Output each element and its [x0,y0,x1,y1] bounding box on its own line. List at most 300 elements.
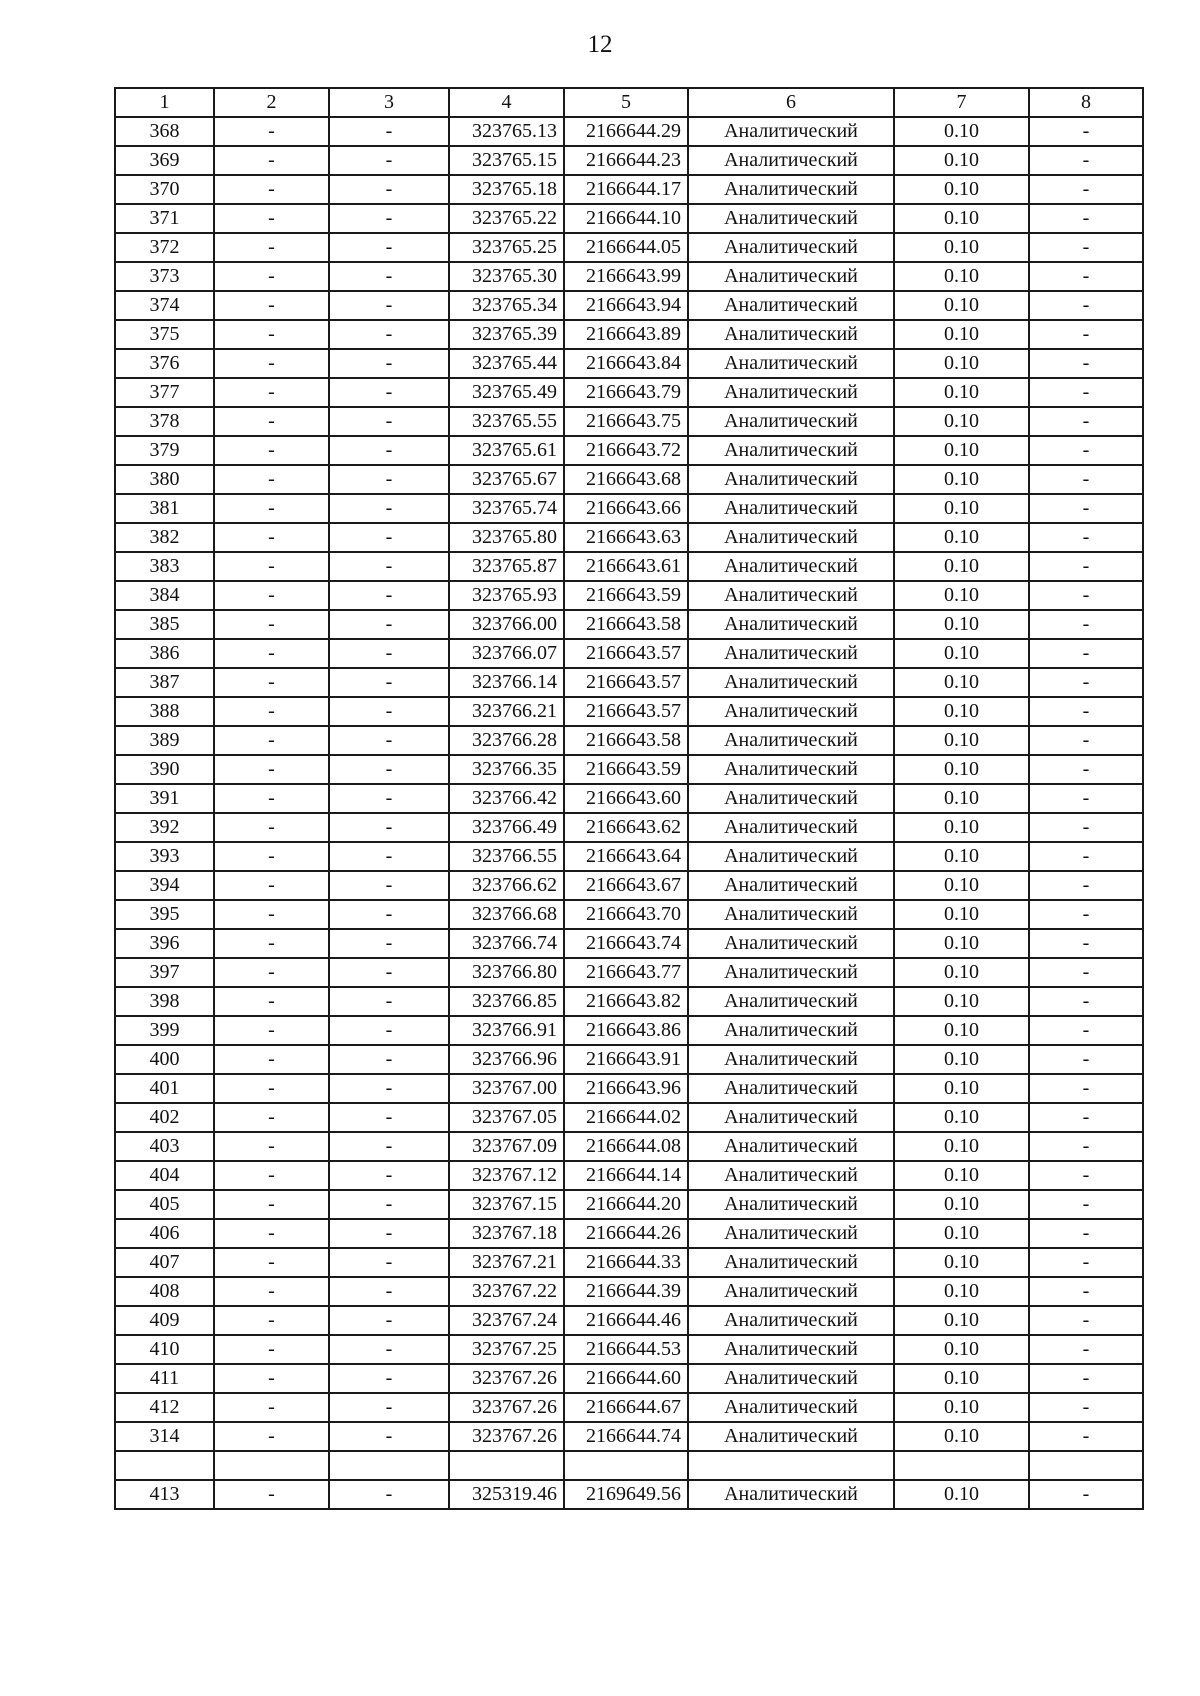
col3-cell: - [329,900,449,929]
table-row [115,1422,1143,1451]
method-cell: Аналитический [688,1074,894,1103]
col2-cell: - [214,1074,329,1103]
table-row [115,871,1143,900]
column-header: 2 [214,88,329,117]
point-number-cell: 391 [115,784,214,813]
accuracy-cell: 0.10 [894,204,1029,233]
coord-x-cell: 323767.15 [449,1190,564,1219]
col3-cell: - [329,117,449,146]
col3-cell: - [329,146,449,175]
accuracy-cell: 0.10 [894,697,1029,726]
point-number-cell [115,1451,214,1480]
col8-cell: - [1029,958,1143,987]
method-cell: Аналитический [688,639,894,668]
coord-x-cell: 323765.34 [449,291,564,320]
method-cell: Аналитический [688,581,894,610]
table-row [115,987,1143,1016]
table-row [115,1045,1143,1074]
col2-cell: - [214,900,329,929]
point-number-cell: 376 [115,349,214,378]
accuracy-cell: 0.10 [894,407,1029,436]
method-cell: Аналитический [688,552,894,581]
column-header: 6 [688,88,894,117]
point-number-cell: 407 [115,1248,214,1277]
accuracy-cell: 0.10 [894,581,1029,610]
point-number-cell: 406 [115,1219,214,1248]
coord-y-cell: 2166643.58 [564,610,688,639]
coord-y-cell: 2166643.82 [564,987,688,1016]
accuracy-cell: 0.10 [894,117,1029,146]
accuracy-cell: 0.10 [894,958,1029,987]
method-cell: Аналитический [688,1335,894,1364]
table-row [115,262,1143,291]
col2-cell: - [214,204,329,233]
coord-x-cell: 323765.30 [449,262,564,291]
coord-x-cell: 323767.00 [449,1074,564,1103]
coord-x-cell: 323766.68 [449,900,564,929]
table-row [115,1219,1143,1248]
coord-y-cell: 2169649.56 [564,1480,688,1509]
col8-cell: - [1029,175,1143,204]
point-number-cell: 382 [115,523,214,552]
col2-cell: - [214,1103,329,1132]
col8-cell: - [1029,900,1143,929]
col2-cell: - [214,523,329,552]
col2-cell: - [214,1277,329,1306]
point-number-cell: 386 [115,639,214,668]
table-row [115,1480,1143,1509]
coord-x-cell: 323767.26 [449,1364,564,1393]
col8-cell [1029,1451,1143,1480]
col3-cell [329,1451,449,1480]
coord-y-cell: 2166644.39 [564,1277,688,1306]
coord-x-cell: 323767.24 [449,1306,564,1335]
coord-y-cell: 2166643.67 [564,871,688,900]
table-row [115,291,1143,320]
col3-cell: - [329,233,449,262]
col2-cell: - [214,146,329,175]
col3-cell: - [329,204,449,233]
col8-cell: - [1029,117,1143,146]
method-cell: Аналитический [688,697,894,726]
col8-cell: - [1029,871,1143,900]
method-cell [688,1451,894,1480]
point-number-cell: 384 [115,581,214,610]
coord-x-cell: 323765.15 [449,146,564,175]
coord-x-cell: 323765.39 [449,320,564,349]
col8-cell: - [1029,1132,1143,1161]
col8-cell: - [1029,1364,1143,1393]
accuracy-cell: 0.10 [894,1219,1029,1248]
coord-x-cell: 323767.12 [449,1161,564,1190]
table-row [115,117,1143,146]
col3-cell: - [329,1045,449,1074]
accuracy-cell: 0.10 [894,1074,1029,1103]
col2-cell: - [214,1132,329,1161]
table-row [115,1132,1143,1161]
coord-y-cell: 2166643.61 [564,552,688,581]
coord-x-cell: 323765.49 [449,378,564,407]
col2-cell: - [214,958,329,987]
method-cell: Аналитический [688,1132,894,1161]
coord-y-cell: 2166644.05 [564,233,688,262]
col8-cell: - [1029,262,1143,291]
col2-cell: - [214,552,329,581]
method-cell: Аналитический [688,1103,894,1132]
method-cell: Аналитический [688,726,894,755]
col2-cell: - [214,291,329,320]
table-row [115,523,1143,552]
point-number-cell: 399 [115,1016,214,1045]
col2-cell: - [214,378,329,407]
accuracy-cell: 0.10 [894,552,1029,581]
col2-cell [214,1451,329,1480]
coord-y-cell: 2166643.77 [564,958,688,987]
coord-y-cell: 2166644.46 [564,1306,688,1335]
col3-cell: - [329,320,449,349]
coord-y-cell: 2166644.20 [564,1190,688,1219]
coord-x-cell: 323765.13 [449,117,564,146]
point-number-cell: 389 [115,726,214,755]
coord-x-cell: 323766.14 [449,668,564,697]
col2-cell: - [214,1016,329,1045]
point-number-cell: 372 [115,233,214,262]
coord-y-cell: 2166643.66 [564,494,688,523]
method-cell: Аналитический [688,1306,894,1335]
col8-cell: - [1029,1335,1143,1364]
coord-y-cell: 2166644.60 [564,1364,688,1393]
col8-cell: - [1029,1248,1143,1277]
table-row [115,958,1143,987]
accuracy-cell: 0.10 [894,871,1029,900]
accuracy-cell: 0.10 [894,784,1029,813]
col8-cell: - [1029,436,1143,465]
col3-cell: - [329,610,449,639]
coord-y-cell: 2166644.02 [564,1103,688,1132]
table-row [115,465,1143,494]
method-cell: Аналитический [688,1248,894,1277]
table-row [115,1451,1143,1480]
point-number-cell: 374 [115,291,214,320]
col3-cell: - [329,1277,449,1306]
coord-x-cell: 323767.26 [449,1422,564,1451]
coord-y-cell: 2166643.64 [564,842,688,871]
col3-cell: - [329,784,449,813]
coord-y-cell: 2166643.57 [564,639,688,668]
col8-cell: - [1029,987,1143,1016]
col8-cell: - [1029,320,1143,349]
coord-x-cell: 323765.80 [449,523,564,552]
coord-x-cell: 323767.18 [449,1219,564,1248]
coord-y-cell: 2166644.53 [564,1335,688,1364]
accuracy-cell: 0.10 [894,1335,1029,1364]
col8-cell: - [1029,784,1143,813]
col8-cell: - [1029,204,1143,233]
accuracy-cell: 0.10 [894,465,1029,494]
coord-x-cell: 323767.26 [449,1393,564,1422]
accuracy-cell: 0.10 [894,987,1029,1016]
col2-cell: - [214,668,329,697]
col3-cell: - [329,407,449,436]
col2-cell: - [214,1045,329,1074]
point-number-cell: 409 [115,1306,214,1335]
col8-cell: - [1029,407,1143,436]
method-cell: Аналитический [688,929,894,958]
accuracy-cell [894,1451,1029,1480]
point-number-cell: 375 [115,320,214,349]
col2-cell: - [214,1335,329,1364]
accuracy-cell: 0.10 [894,842,1029,871]
col3-cell: - [329,1190,449,1219]
col8-cell: - [1029,581,1143,610]
coord-y-cell: 2166644.33 [564,1248,688,1277]
accuracy-cell: 0.10 [894,610,1029,639]
table-row [115,1364,1143,1393]
coord-x-cell: 323767.21 [449,1248,564,1277]
table-row [115,233,1143,262]
coord-y-cell: 2166644.29 [564,117,688,146]
col2-cell: - [214,1364,329,1393]
page-number: 12 [587,31,613,58]
table-row [115,813,1143,842]
column-header: 4 [449,88,564,117]
col8-cell: - [1029,378,1143,407]
col3-cell: - [329,262,449,291]
col8-cell: - [1029,929,1143,958]
coord-x-cell: 323766.85 [449,987,564,1016]
col8-cell: - [1029,813,1143,842]
coord-y-cell: 2166643.72 [564,436,688,465]
coord-x-cell: 323767.09 [449,1132,564,1161]
coord-x-cell: 323766.49 [449,813,564,842]
col3-cell: - [329,1422,449,1451]
col2-cell: - [214,755,329,784]
accuracy-cell: 0.10 [894,1132,1029,1161]
col3-cell: - [329,1103,449,1132]
table-row [115,378,1143,407]
coord-x-cell: 323765.44 [449,349,564,378]
point-number-cell: 413 [115,1480,214,1509]
method-cell: Аналитический [688,523,894,552]
table-row [115,1103,1143,1132]
accuracy-cell: 0.10 [894,813,1029,842]
coord-x-cell [449,1451,564,1480]
point-number-cell: 377 [115,378,214,407]
table-row [115,204,1143,233]
col8-cell: - [1029,552,1143,581]
method-cell: Аналитический [688,204,894,233]
coord-x-cell: 323767.05 [449,1103,564,1132]
coord-x-cell: 323766.62 [449,871,564,900]
col8-cell: - [1029,639,1143,668]
coord-x-cell: 323766.55 [449,842,564,871]
coord-x-cell: 323765.61 [449,436,564,465]
method-cell: Аналитический [688,262,894,291]
accuracy-cell: 0.10 [894,1422,1029,1451]
accuracy-cell: 0.10 [894,523,1029,552]
point-number-cell: 402 [115,1103,214,1132]
coord-x-cell: 323765.55 [449,407,564,436]
method-cell: Аналитический [688,436,894,465]
point-number-cell: 369 [115,146,214,175]
coord-x-cell: 323765.22 [449,204,564,233]
method-cell: Аналитический [688,117,894,146]
coord-y-cell: 2166643.70 [564,900,688,929]
coord-y-cell: 2166644.08 [564,1132,688,1161]
method-cell: Аналитический [688,842,894,871]
accuracy-cell: 0.10 [894,1393,1029,1422]
table-row [115,1306,1143,1335]
method-cell: Аналитический [688,349,894,378]
col2-cell: - [214,1480,329,1509]
coord-y-cell: 2166643.58 [564,726,688,755]
col8-cell: - [1029,697,1143,726]
point-number-cell: 411 [115,1364,214,1393]
col2-cell: - [214,987,329,1016]
accuracy-cell: 0.10 [894,1306,1029,1335]
accuracy-cell: 0.10 [894,1103,1029,1132]
accuracy-cell: 0.10 [894,262,1029,291]
col2-cell: - [214,726,329,755]
accuracy-cell: 0.10 [894,1277,1029,1306]
table-row [115,784,1143,813]
col3-cell: - [329,668,449,697]
method-cell: Аналитический [688,465,894,494]
table-body [115,117,1143,1509]
col3-cell: - [329,929,449,958]
accuracy-cell: 0.10 [894,1045,1029,1074]
table-row [115,1190,1143,1219]
point-number-cell: 412 [115,1393,214,1422]
coord-x-cell: 323766.80 [449,958,564,987]
method-cell: Аналитический [688,610,894,639]
col2-cell: - [214,813,329,842]
accuracy-cell: 0.10 [894,1480,1029,1509]
coord-y-cell: 2166644.14 [564,1161,688,1190]
coord-x-cell: 323766.00 [449,610,564,639]
col3-cell: - [329,1248,449,1277]
accuracy-cell: 0.10 [894,639,1029,668]
table-row [115,697,1143,726]
col3-cell: - [329,871,449,900]
point-number-cell: 408 [115,1277,214,1306]
accuracy-cell: 0.10 [894,1190,1029,1219]
col2-cell: - [214,581,329,610]
method-cell: Аналитический [688,1277,894,1306]
method-cell: Аналитический [688,378,894,407]
accuracy-cell: 0.10 [894,378,1029,407]
table-row [115,842,1143,871]
coord-y-cell: 2166643.68 [564,465,688,494]
col8-cell: - [1029,1219,1143,1248]
table-row [115,900,1143,929]
col2-cell: - [214,1161,329,1190]
coord-y-cell: 2166644.26 [564,1219,688,1248]
coord-y-cell: 2166643.59 [564,581,688,610]
col3-cell: - [329,523,449,552]
coord-x-cell: 323766.96 [449,1045,564,1074]
table-row [115,929,1143,958]
method-cell: Аналитический [688,871,894,900]
col3-cell: - [329,1132,449,1161]
col3-cell: - [329,697,449,726]
col3-cell: - [329,958,449,987]
table-row [115,1248,1143,1277]
col3-cell: - [329,552,449,581]
coord-y-cell: 2166643.86 [564,1016,688,1045]
coord-x-cell: 323765.67 [449,465,564,494]
point-number-cell: 404 [115,1161,214,1190]
coord-x-cell: 323767.25 [449,1335,564,1364]
coord-y-cell [564,1451,688,1480]
col8-cell: - [1029,726,1143,755]
accuracy-cell: 0.10 [894,146,1029,175]
coord-x-cell: 323765.18 [449,175,564,204]
table-row [115,146,1143,175]
col3-cell: - [329,813,449,842]
col2-cell: - [214,639,329,668]
col3-cell: - [329,987,449,1016]
coord-x-cell: 323765.74 [449,494,564,523]
col8-cell: - [1029,494,1143,523]
col8-cell: - [1029,1190,1143,1219]
coord-x-cell: 323766.42 [449,784,564,813]
coord-x-cell: 323767.22 [449,1277,564,1306]
method-cell: Аналитический [688,407,894,436]
coord-x-cell: 323765.93 [449,581,564,610]
col3-cell: - [329,291,449,320]
point-number-cell: 379 [115,436,214,465]
method-cell: Аналитический [688,987,894,1016]
col8-cell: - [1029,1277,1143,1306]
col2-cell: - [214,407,329,436]
coord-y-cell: 2166644.74 [564,1422,688,1451]
col8-cell: - [1029,1045,1143,1074]
method-cell: Аналитический [688,291,894,320]
table-row [115,1393,1143,1422]
coord-y-cell: 2166643.94 [564,291,688,320]
point-number-cell: 368 [115,117,214,146]
method-cell: Аналитический [688,1393,894,1422]
col8-cell: - [1029,1306,1143,1335]
method-cell: Аналитический [688,1190,894,1219]
accuracy-cell: 0.10 [894,929,1029,958]
point-number-cell: 400 [115,1045,214,1074]
coord-x-cell: 323766.35 [449,755,564,784]
coord-y-cell: 2166644.17 [564,175,688,204]
column-header: 7 [894,88,1029,117]
col3-cell: - [329,465,449,494]
point-number-cell: 381 [115,494,214,523]
method-cell: Аналитический [688,784,894,813]
point-number-cell: 398 [115,987,214,1016]
col2-cell: - [214,697,329,726]
col8-cell: - [1029,465,1143,494]
table-row [115,1335,1143,1364]
col8-cell: - [1029,755,1143,784]
method-cell: Аналитический [688,175,894,204]
col3-cell: - [329,378,449,407]
col2-cell: - [214,117,329,146]
table-row [115,1074,1143,1103]
table-row [115,494,1143,523]
method-cell: Аналитический [688,900,894,929]
col2-cell: - [214,784,329,813]
point-number-cell: 383 [115,552,214,581]
table-row [115,610,1143,639]
col2-cell: - [214,175,329,204]
col3-cell: - [329,175,449,204]
